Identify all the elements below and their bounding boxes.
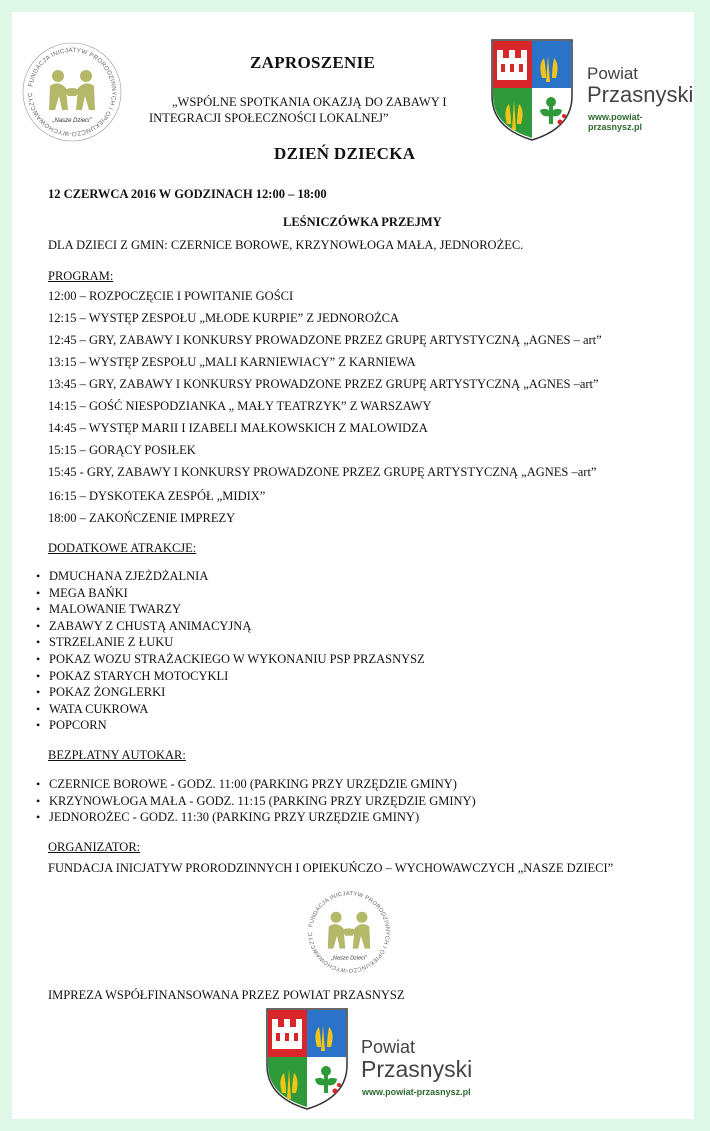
program-item: 15:15 – GORĄCY POSIŁEK [48,443,196,457]
list-item: • POPCORN [36,718,107,733]
program-item: 15:45 - GRY, ZABAWY I KONKURSY PROWADZONE PRZEZ GRUPĘ ARTYSTYCZNĄ „AGNES –art” [48,465,597,479]
program-item: 13:15 – WYSTĘP ZESPOŁU „MALI KARNIEWIACY” Z KARNIEWA [48,355,416,369]
organizer-name: FUNDACJA INICJATYW PRORODZINNYCH I OPIEKUŃCZO – WYCHOWAWCZYCH „NASZE DZIECI” [48,861,614,875]
subtitle-line-1: „WSPÓLNE SPOTKANIA OKAZJĄ DO ZABAWY I [172,95,447,109]
svg-text:„Nasze Dzieci”: „Nasze Dzieci” [331,955,367,962]
powiat-logo-word-1: Powiat [361,1037,416,1057]
attractions-heading: DODATKOWE ATRAKCJE: [48,541,197,555]
program-item: 16:15 – DYSKOTEKA ZESPÓŁ „MIDIX” [48,489,266,503]
list-item: • STRZELANIE Z ŁUKU [36,635,174,650]
program-heading: PROGRAM: [48,269,114,283]
powiat-logo-url: www.powiat-przasnysz.pl [362,1087,471,1097]
powiat-logo-word-2: Przasnyski [587,82,694,107]
bus-list [36,776,476,826]
list-item: • KRZYNOWŁOGA MAŁA - GODZ. 11:15 (PARKING PRZY URZĘDZIE GMINY) [36,793,476,808]
powiat-logo-url: www.powiat-przasnysz.pl [588,112,643,132]
list-item: • DMUCHANA ZJEŻDŻALNIA [36,569,209,583]
venue: LEŚNICZÓWKA PRZEJMY [283,215,442,229]
list-item: • JEDNOROŻEC - GODZ. 11:30 (PARKING PRZY URZĘDZIE GMINY) [36,810,420,825]
subtitle-line-2: INTEGRACJI SPOŁECZNOŚCI LOKALNEJ” [149,111,389,125]
list-item: • POKAZ ŻONGLERKI [36,685,166,700]
date-line: 12 CZERWCA 2016 W GODZINACH 12:00 – 18:00 [48,187,327,201]
bus-heading: BEZPŁATNY AUTOKAR: [48,748,186,762]
list-item: • MEGA BAŃKI [36,585,128,600]
foundation-logo-bottom [301,884,397,980]
program-item: 18:00 – ZAKOŃCZENIE IMPREZY [48,511,236,525]
list-item: • POKAZ STARYCH MOTOCYKLI [36,668,229,683]
program-item: 13:45 – GRY, ZABAWY I KONKURSY PROWADZONE PRZEZ GRUPĘ ARTYSTYCZNĄ „AGNES –art” [48,377,599,391]
svg-text:„Nasze Dzieci”: „Nasze Dzieci” [52,118,92,124]
powiat-logo [488,38,694,142]
event-name: DZIEŃ DZIECKA [274,144,416,163]
list-item: • WATA CUKROWA [36,701,149,716]
powiat-logo-bottom [263,1007,473,1111]
powiat-logo-word-1: Powiat [587,64,639,83]
program-item: 14:45 – WYSTĘP MARII I IZABELI MAŁKOWSKICH Z MALOWIDZA [48,421,428,435]
powiat-logo-word-2: Przasnyski [361,1056,473,1082]
organizer-heading: ORGANIZATOR: [48,840,141,854]
program-item: 12:00 – ROZPOCZĘCIE I POWITANIE GOŚCI [48,289,294,303]
list-item: • CZERNICE BOROWE - GODZ. 11:00 (PARKING PRZY URZĘDZIE GMINY) [36,777,457,791]
program-item: 14:15 – GOŚĆ NIESPODZIANKA „ MAŁY TEATRZYK” Z WARSZAWY [48,399,432,413]
foundation-logo [20,40,124,144]
svg-text:FUNDACJA INICJATYW PRORODZINNY: FUNDACJA INICJATYW PRORODZINNYCH I OPIEKUŃCZO-WYCHOWAWCZYC [26,46,118,138]
audience: DLA DZIECI Z GMIN: CZERNICE BOROWE, KRZYNOWŁOGA MAŁA, JEDNOROŻEC. [48,238,524,252]
program-list [48,285,602,529]
list-item: • POKAZ WOZU STRAŻACKIEGO W WYKONANIU PSP PRZASNYSZ [36,651,425,666]
svg-text:FUNDACJA INICJATYW PRORODZINNY: FUNDACJA INICJATYW PRORODZINNYCH I OPIEKUŃCZO-WYCHOWAWCZYC [308,891,390,973]
program-item: 12:45 – GRY, ZABAWY I KONKURSY PROWADZONE PRZEZ GRUPĘ ARTYSTYCZNĄ „AGNES – art” [48,333,602,347]
page-title: ZAPROSZENIE [250,53,376,72]
invitation-page [12,12,694,1119]
cofinance-note: IMPREZA WSPÓŁFINANSOWANA PRZEZ POWIAT PRZASNYSZ [48,988,405,1002]
list-item: • ZABAWY Z CHUSTĄ ANIMACYJNĄ [36,618,252,633]
program-item: 12:15 – WYSTĘP ZESPOŁU „MŁODE KURPIE” Z JEDNOROŻCA [48,311,400,325]
list-item: • MALOWANIE TWARZY [36,602,182,617]
powiat-coat-of-arms-icon [263,1007,351,1111]
powiat-coat-of-arms-icon [488,38,576,142]
attractions-list [36,568,425,734]
